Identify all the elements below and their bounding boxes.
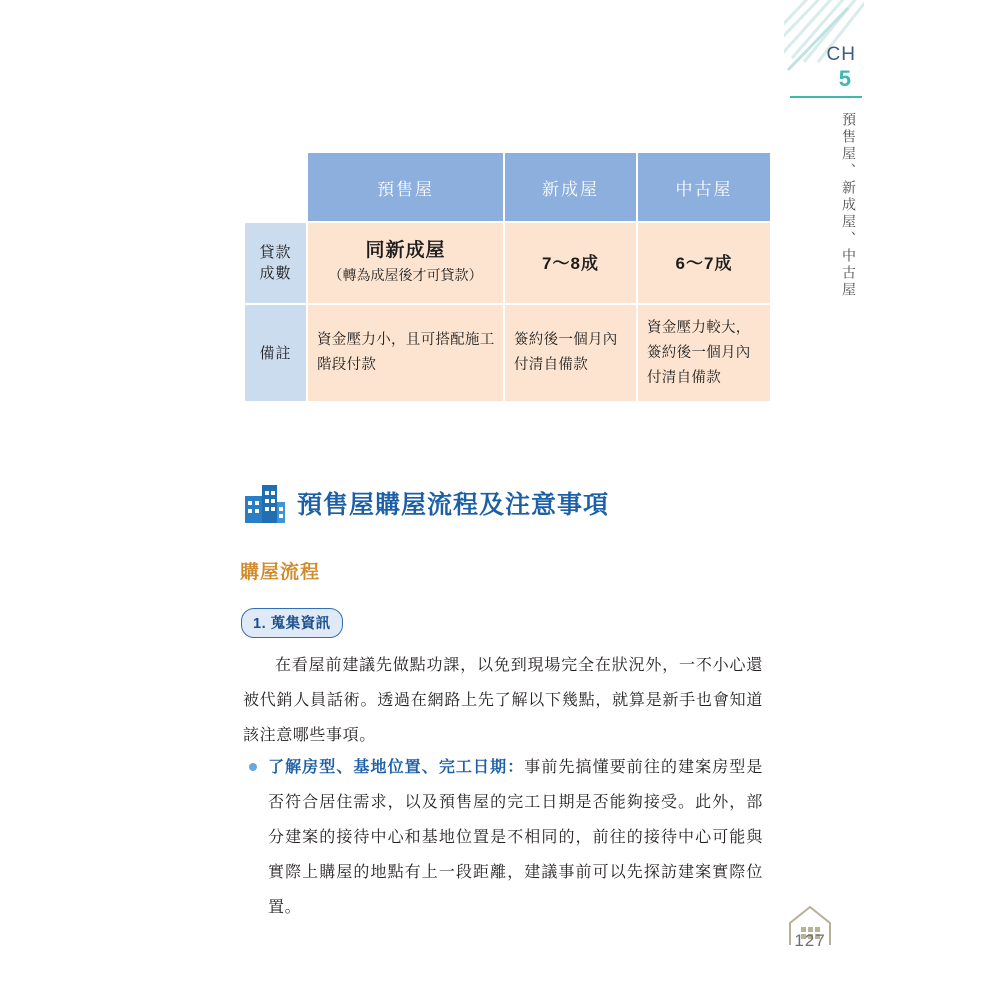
table-cell-loan-presale-sub: （轉為成屋後才可貸款） [328, 267, 483, 283]
building-icon [243, 482, 287, 524]
table-cell-note-resale-text: 資金壓力較大，簽約後一個月內付清自備款 [647, 319, 751, 386]
table-cell-loan-presale [307, 222, 504, 304]
table-rowlabel-loan-line1: 貸款 [259, 244, 292, 261]
table-header-presale: 預售屋 [307, 152, 504, 222]
page-number: 127 [794, 931, 826, 950]
table-cell-loan-newbuild: 7～8成 [504, 222, 637, 304]
table-cell-note-newbuild-text: 簽約後一個月內付清自備款 [514, 332, 618, 373]
chapter-number: 5 [838, 66, 851, 91]
bullet-1-text: 事前先搞懂要前往的建案房型是否符合居住需求，以及預售屋的完工日期是否能夠接受。此外，部分建案的接待中心和基地位置是不相同的，前往的接待中心可能與實際上購屋的地點有上一段距離，建議事前可以先探訪建案實際位置。 [268, 759, 763, 916]
chapter-vertical-title: 預售屋、新成屋、中古屋 [841, 112, 857, 299]
chapter-tab [784, 0, 864, 100]
step-badge-1: 1. 蒐集資訊 [241, 608, 343, 638]
table-cell-loan-resale: 6～7成 [637, 222, 771, 304]
bullet-item-1 [268, 750, 763, 925]
body-paragraph-1: 在看屋前建議先做點功課，以免到現場完全在狀況外，一不小心還被代銷人員話術。透過在網路上先了解以下幾點，就算是新手也會知道該注意哪些事項。 [243, 657, 763, 744]
section-title: 預售屋購屋流程及注意事項 [297, 491, 610, 519]
table-header-newbuild: 新成屋 [504, 152, 637, 222]
table-header-row [244, 152, 771, 222]
section-subheading: 購屋流程 [240, 562, 321, 583]
table-cell-note-presale-text: 資金壓力小，且可搭配施工階段付款 [317, 332, 495, 373]
bullet-1-lead: 了解房型、基地位置、完工日期： [268, 759, 525, 776]
table-header-resale: 中古屋 [637, 152, 771, 222]
table-cell-note-presale [307, 304, 504, 402]
chapter-rule [790, 96, 862, 98]
table-row [244, 222, 771, 304]
table-row [244, 304, 771, 402]
table-rowlabel-note: 備註 [244, 304, 307, 402]
table-corner-cell [244, 152, 307, 222]
table-cell-note-resale [637, 304, 771, 402]
chapter-label: CH [826, 44, 856, 65]
comparison-table [243, 151, 772, 403]
table-cell-note-newbuild [504, 304, 637, 402]
bullet-dot-icon [249, 763, 257, 771]
table-rowlabel-loan-line2: 成數 [259, 265, 292, 282]
section-heading [243, 482, 609, 524]
table-rowlabel-loan [244, 222, 307, 304]
table-cell-loan-presale-main: 同新成屋 [365, 240, 446, 261]
